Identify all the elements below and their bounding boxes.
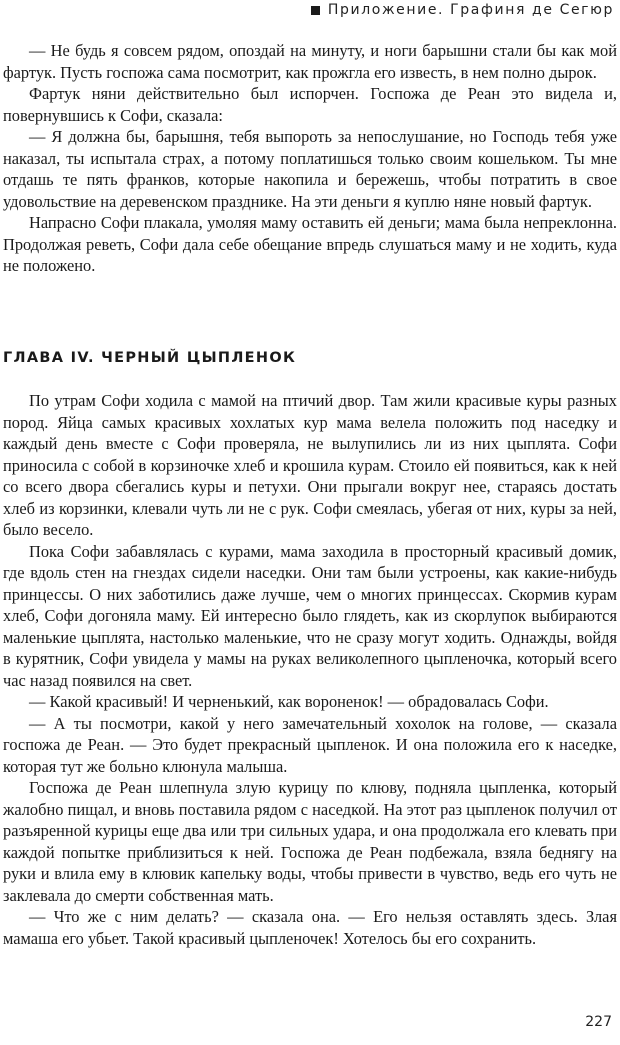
running-header — [311, 2, 614, 18]
paragraph: Пока Софи забавлялась с курами, мама заходила в просторный красивый домик, где вдоль стен на гнездах сидели наседки. Они там были устроены, как какие-нибудь принцессы. О них заботились даже лучше, чем о многих принцессах. Скормив курам хлеб, Софи догоняла маму. Ей интересно было глядеть, как из скорлупок выбираются маленькие цыплята, настолько маленькие, что не сразу могут ходить. Однажды, войдя в курятник, Софи увидела у мамы на руках великолепного цыпленочка, который всего час назад появился на свет. — [3, 541, 617, 690]
text-block-top — [3, 40, 617, 277]
paragraph: — Я должна бы, барышня, тебя выпороть за непослушание, но Господь тебя уже наказал, ты испытала страх, а потому поплатишься только своим кошельком. Ты мне отдашь те пять франков, которые накопила и бережешь, чтобы потратить в свое удовольствие на деревенском празднике. На эти деньги я куплю няне новый фартук. — [3, 127, 617, 211]
paragraph: Фартук няни действительно был испорчен. Госпожа де Реан это видела и, повернувшись к Софи, сказала: — [3, 84, 617, 125]
chapter-title: ГЛАВА IV. ЧЕРНЫЙ ЦЫПЛЕНОК — [3, 350, 297, 366]
text-block-main — [3, 390, 617, 949]
paragraph: — Не будь я совсем рядом, опоздай на минуту, и ноги барышни стали бы как мой фартук. Пусть госпожа сама посмотрит, как прожгла его известь, в нем полно дырок. — [3, 41, 617, 82]
square-bullet-icon — [311, 6, 320, 15]
paragraph: — Что же с ним делать? — сказала она. — Его нельзя оставлять здесь. Злая мамаша его убьет. Такой красивый цыпленочек! Хотелось бы его сохранить. — [3, 907, 617, 948]
page-number: 227 — [585, 1014, 612, 1030]
running-title: Приложение. Графиня де Сегюр — [327, 2, 614, 18]
paragraph: Госпожа де Реан шлепнула злую курицу по клюву, подняла цыпленка, который жалобно пищал, и вновь поставила рядом с наседкой. На этот раз цыпленок получил от разъяренной курицы еще два или три сильных удара, и она продолжала его клевать при каждой попытке приблизиться к ней. Госпожа де Реан подбежала, взяла беднягу на руки и влила ему в клювик капельку воды, чтобы привести в чувство, ведь его чуть не заклевала до смерти собственная мать. — [3, 778, 617, 905]
paragraph: — Какой красивый! И черненький, как вороненок! — обрадовалась Софи. — [29, 692, 549, 711]
paragraph: Напрасно Софи плакала, умоляя маму оставить ей деньги; мама была непреклонна. Продолжая реветь, Софи дала себе обещание впредь слушаться маму и не ходить, куда не положено. — [3, 213, 617, 275]
paragraph: — А ты посмотри, какой у него замечательный хохолок на голове, — сказала госпожа де Реан. — Это будет прекрасный цыпленок. И она положила его к наседке, которая тут же больно клюнула малыша. — [3, 713, 617, 776]
paragraph: По утрам Софи ходила с мамой на птичий двор. Там жили красивые куры разных пород. Яйца самых красивых хохлатых кур мама велела положить под наседку и каждый день вместе с Софи проверяла, не вылупились ли из них цыплята. Софи приносила с собой в корзиночке хлеб и крошила курам. Стоило ей появиться, как к ней со всего двора сбегались куры и петухи. Они прыгали вокруг нее, стараясь достать хлеб из корзинки, клевали чуть ли не с рук. Софи смеялась, убегая от них, куры за ней, было весело. — [3, 391, 617, 539]
